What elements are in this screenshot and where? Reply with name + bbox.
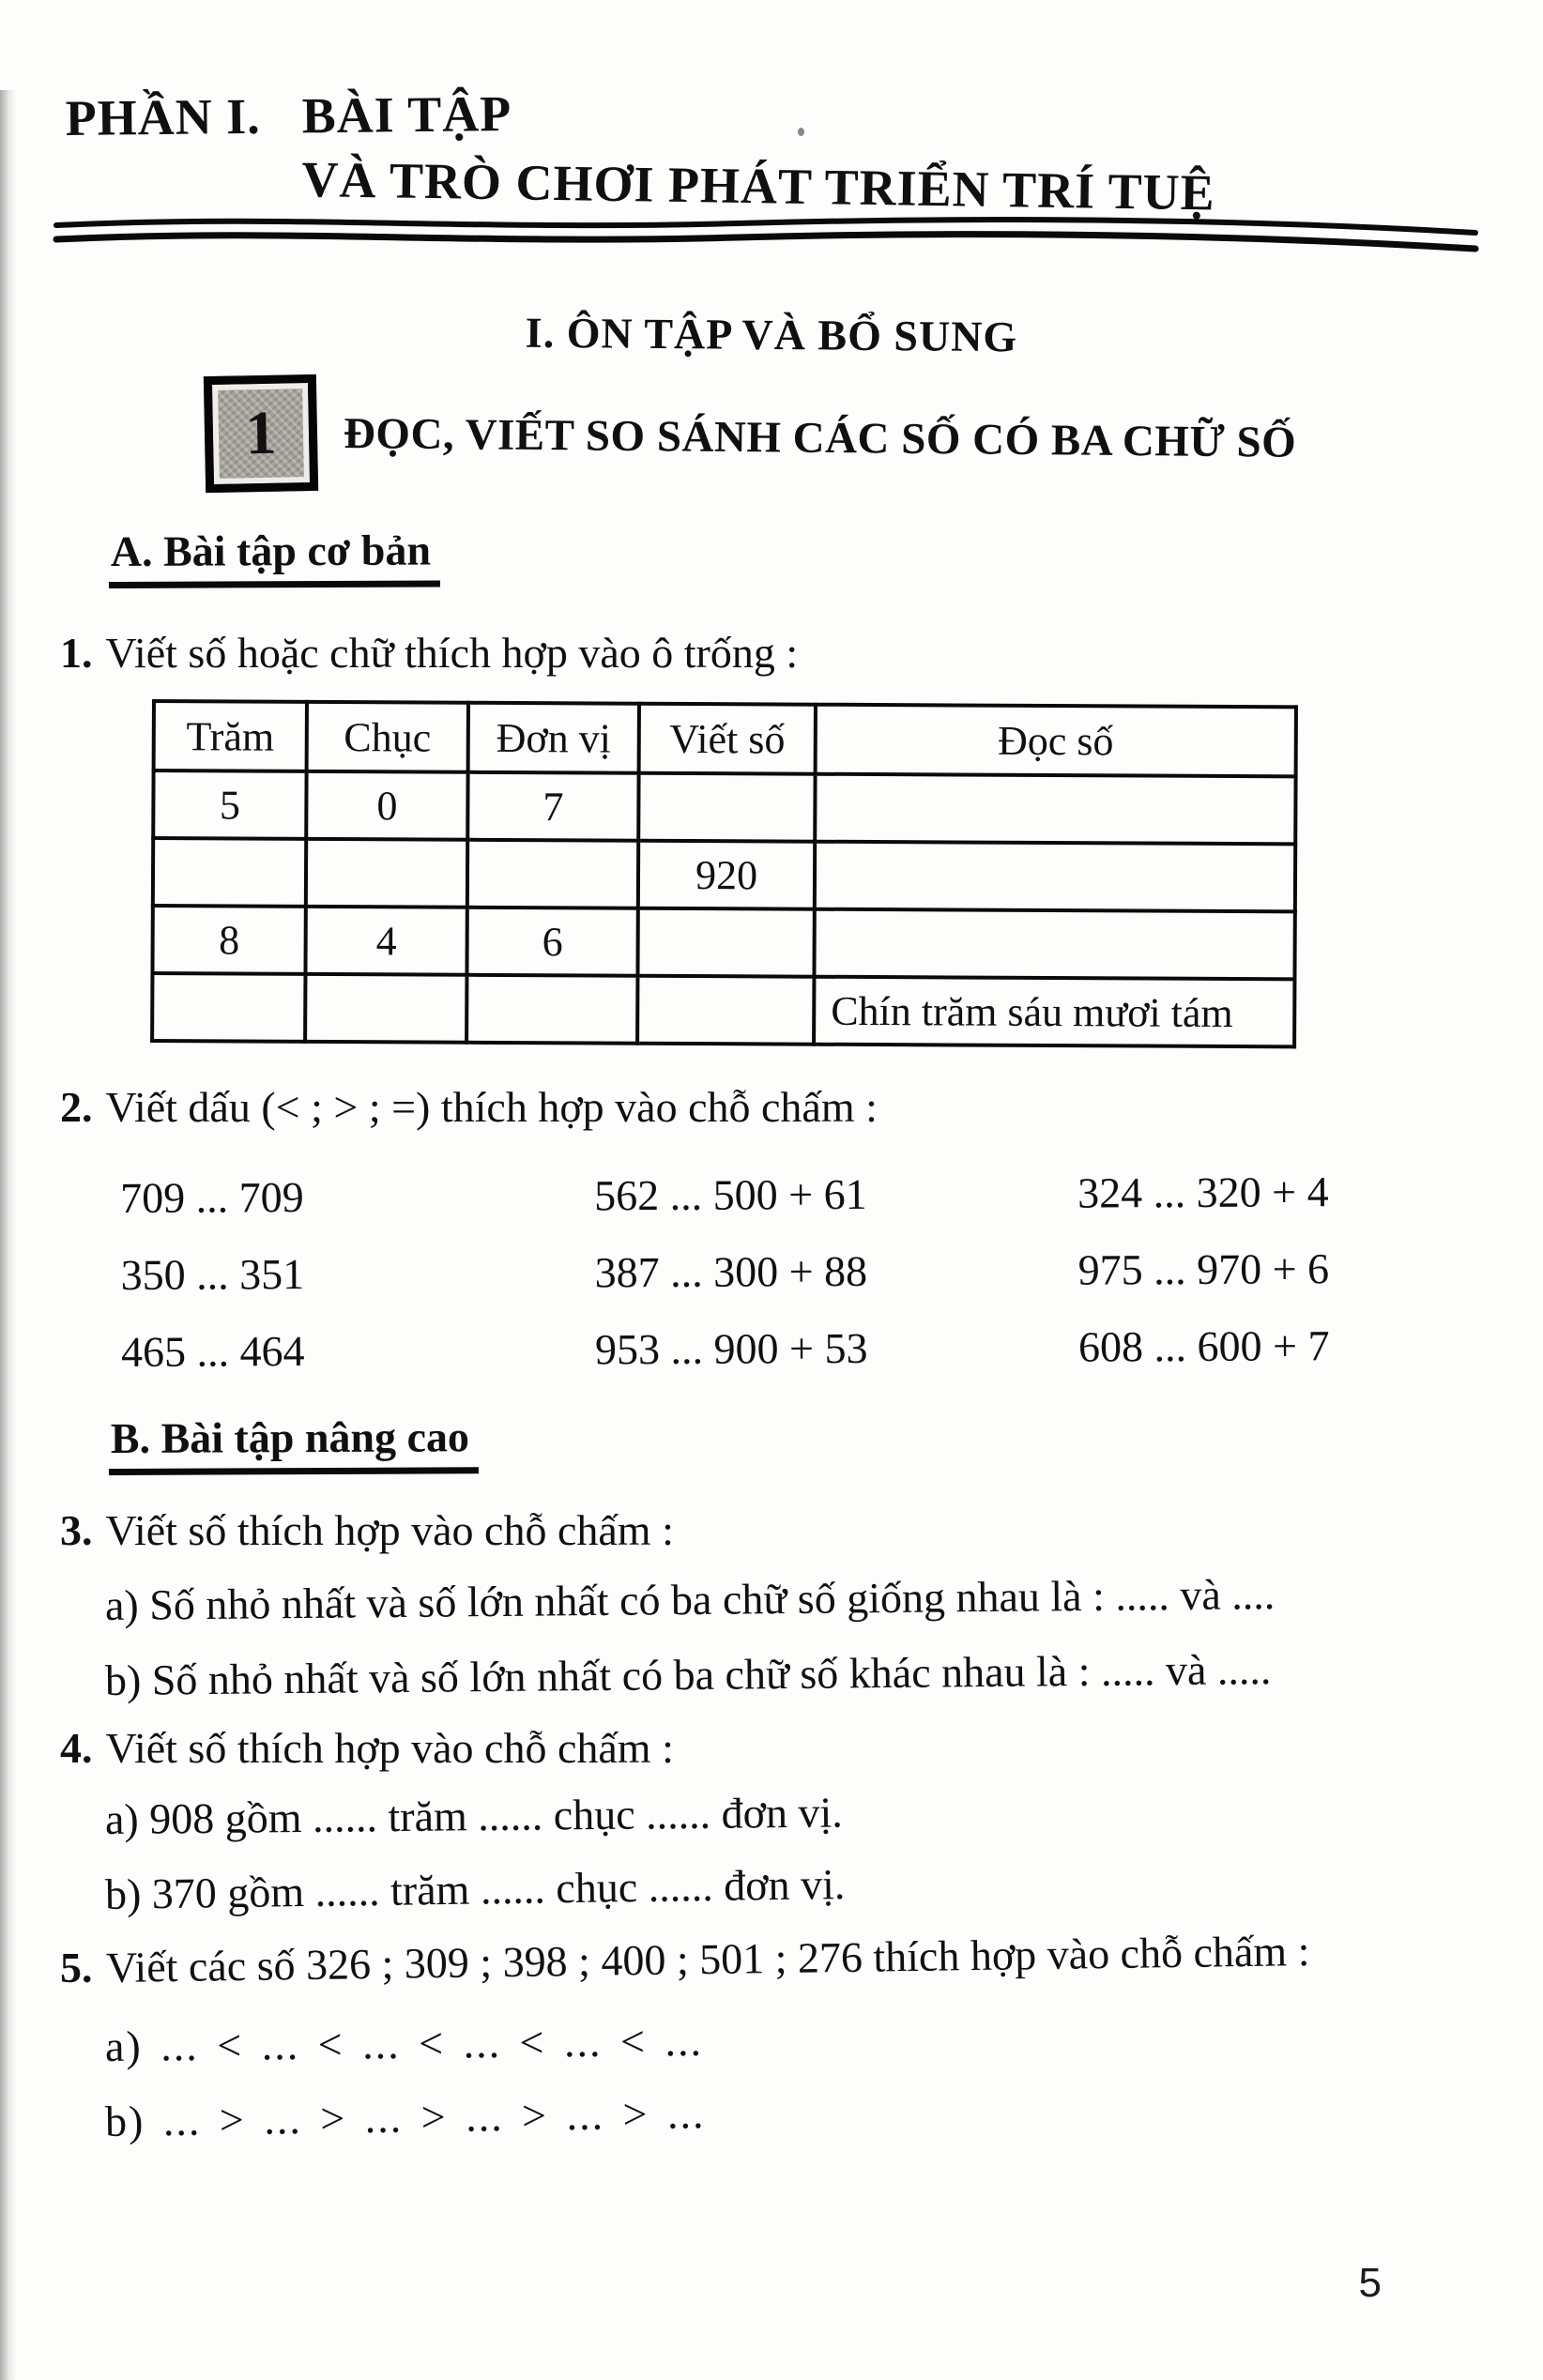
table-cell-blank: [467, 840, 638, 908]
col-header-hundreds: Trăm: [154, 701, 307, 771]
col-header-tens: Chục: [307, 702, 468, 772]
table-cell-blank: [153, 838, 306, 907]
exercise-1-prompt: [60, 626, 1543, 680]
lesson-number-box: 1: [204, 374, 318, 493]
exercise-3-number: 3.: [60, 1506, 93, 1554]
comparison-item: 975 ... 970 + 6: [1077, 1243, 1330, 1294]
comparison-grid: [120, 1152, 1435, 1390]
exercise-4-number: 4.: [60, 1724, 93, 1772]
comparison-item: 350 ... 351: [120, 1249, 305, 1299]
exercise-4-item-b-text: b) 370 gồm ...... trăm ...... chục ...... đơn vị.: [104, 1859, 846, 1918]
table-cell-blank: [815, 774, 1295, 845]
table-cell-blank: [637, 976, 814, 1045]
exercise-1-number: 1.: [60, 629, 93, 677]
exercise-4-item-a-text: a) 908 gồm ...... trăm ...... chục ...... đơn vị.: [104, 1788, 843, 1843]
table-row: [152, 906, 1294, 979]
exercise-4-item-b: [104, 1859, 1543, 1922]
part-title-line2: VÀ TRÒ CHƠI PHÁT TRIỂN TRÍ TUỆ: [301, 150, 1216, 221]
exercise-3-text: Viết số thích hợp vào chỗ chấm :: [105, 1506, 674, 1554]
part-label: PHẦN I.: [65, 87, 261, 146]
table-cell-blank: [814, 909, 1294, 980]
table-cell: 0: [306, 771, 467, 840]
table-header-row: [154, 701, 1296, 776]
table-row: [153, 838, 1295, 911]
exercise-4-text: Viết số thích hợp vào chỗ chấm :: [105, 1724, 674, 1772]
part-a-heading: A. Bài tập cơ bản: [109, 526, 440, 588]
scan-edge-shadow: [0, 90, 17, 2380]
exercise-2-prompt: [60, 1080, 1543, 1135]
exercise-3-item-a-text: a) Số nhỏ nhất và số lớn nhất có ba chữ số giống nhau là : ..... và ....: [104, 1570, 1276, 1629]
exercise-2-number: 2.: [60, 1083, 93, 1131]
table-cell-blank: [466, 975, 637, 1044]
table-cell-blank: [638, 773, 815, 842]
part-title-line1: BÀI TẬP: [301, 85, 512, 145]
table-row: [152, 973, 1294, 1046]
exercise-5-prompt: [60, 1927, 1543, 1995]
col-header-write-number: Viết số: [639, 704, 816, 774]
table-cell-blank: [815, 842, 1295, 912]
comparison-item: 465 ... 464: [120, 1326, 305, 1376]
comparison-item: 608 ... 600 + 7: [1077, 1320, 1330, 1371]
comparison-item: 953 ... 900 + 53: [594, 1323, 868, 1373]
page-number: 5: [1358, 2260, 1382, 2306]
col-header-units: Đơn vị: [468, 703, 639, 773]
exercise-3-item-b: [104, 1645, 1543, 1708]
part-b-heading: B. Bài tập nâng cao: [109, 1412, 479, 1475]
exercise-5-item-b: [104, 2089, 1543, 2149]
exercise-5-text: Viết các số 326 ; 309 ; 398 ; 400 ; 501 ; 276 thích hợp vào chỗ chấm :: [105, 1927, 1310, 1991]
exercise-3-item-b-text: b) Số nhỏ nhất và số lớn nhất có ba chữ số khác nhau là : ..... và .....: [104, 1645, 1272, 1704]
exercise-5-number: 5.: [60, 1944, 93, 1991]
place-value-table: [150, 699, 1298, 1048]
comparison-item: 324 ... 320 + 4: [1077, 1167, 1329, 1217]
exercise-4-item-a: [104, 1788, 1543, 1847]
comparison-item: 387 ... 300 + 88: [594, 1246, 868, 1296]
exercise-1-text: Viết số hoặc chữ thích hợp vào ô trống :: [105, 629, 799, 677]
exercise-3-item-a: [104, 1570, 1543, 1633]
table-cell: 6: [466, 908, 637, 976]
table-cell-blank: [306, 839, 467, 908]
exercise-5-item-a: [104, 2016, 1543, 2074]
comparison-item: 709 ... 709: [120, 1172, 304, 1222]
lesson-title: ĐỌC, VIẾT SO SÁNH CÁC SỐ CÓ BA CHỮ SỐ: [343, 409, 1297, 467]
table-cell: Chín trăm sáu mươi tám: [814, 977, 1294, 1047]
table-cell-blank: [637, 908, 814, 977]
table-cell-blank: [305, 974, 466, 1043]
table-cell: 920: [638, 841, 815, 909]
section-heading: I. ÔN TẬP VÀ BỔ SUNG: [525, 308, 1018, 361]
book-part-header: [65, 75, 1543, 146]
comparison-item: 562 ... 500 + 61: [594, 1169, 867, 1219]
exercise-5-item-b-text: b) ... > ... > ... > ... > ... > ...: [104, 2089, 706, 2145]
table-cell: 4: [305, 907, 466, 975]
exercise-2-text: Viết dấu (< ; > ; =) thích hợp vào chỗ chấm :: [105, 1083, 878, 1131]
table-cell: 5: [153, 770, 306, 839]
exercise-4-prompt: [60, 1721, 1543, 1776]
exercise-3-prompt: [60, 1503, 1543, 1558]
col-header-read-number: Đọc số: [816, 705, 1296, 777]
table-cell: 8: [152, 906, 305, 974]
table-cell-blank: [152, 973, 305, 1042]
table-cell: 7: [467, 772, 638, 841]
exercise-5-item-a-text: a) ... < ... < ... < ... < ... < ...: [104, 2016, 704, 2070]
lesson-banner: [205, 375, 1543, 492]
table-row: [153, 770, 1295, 844]
